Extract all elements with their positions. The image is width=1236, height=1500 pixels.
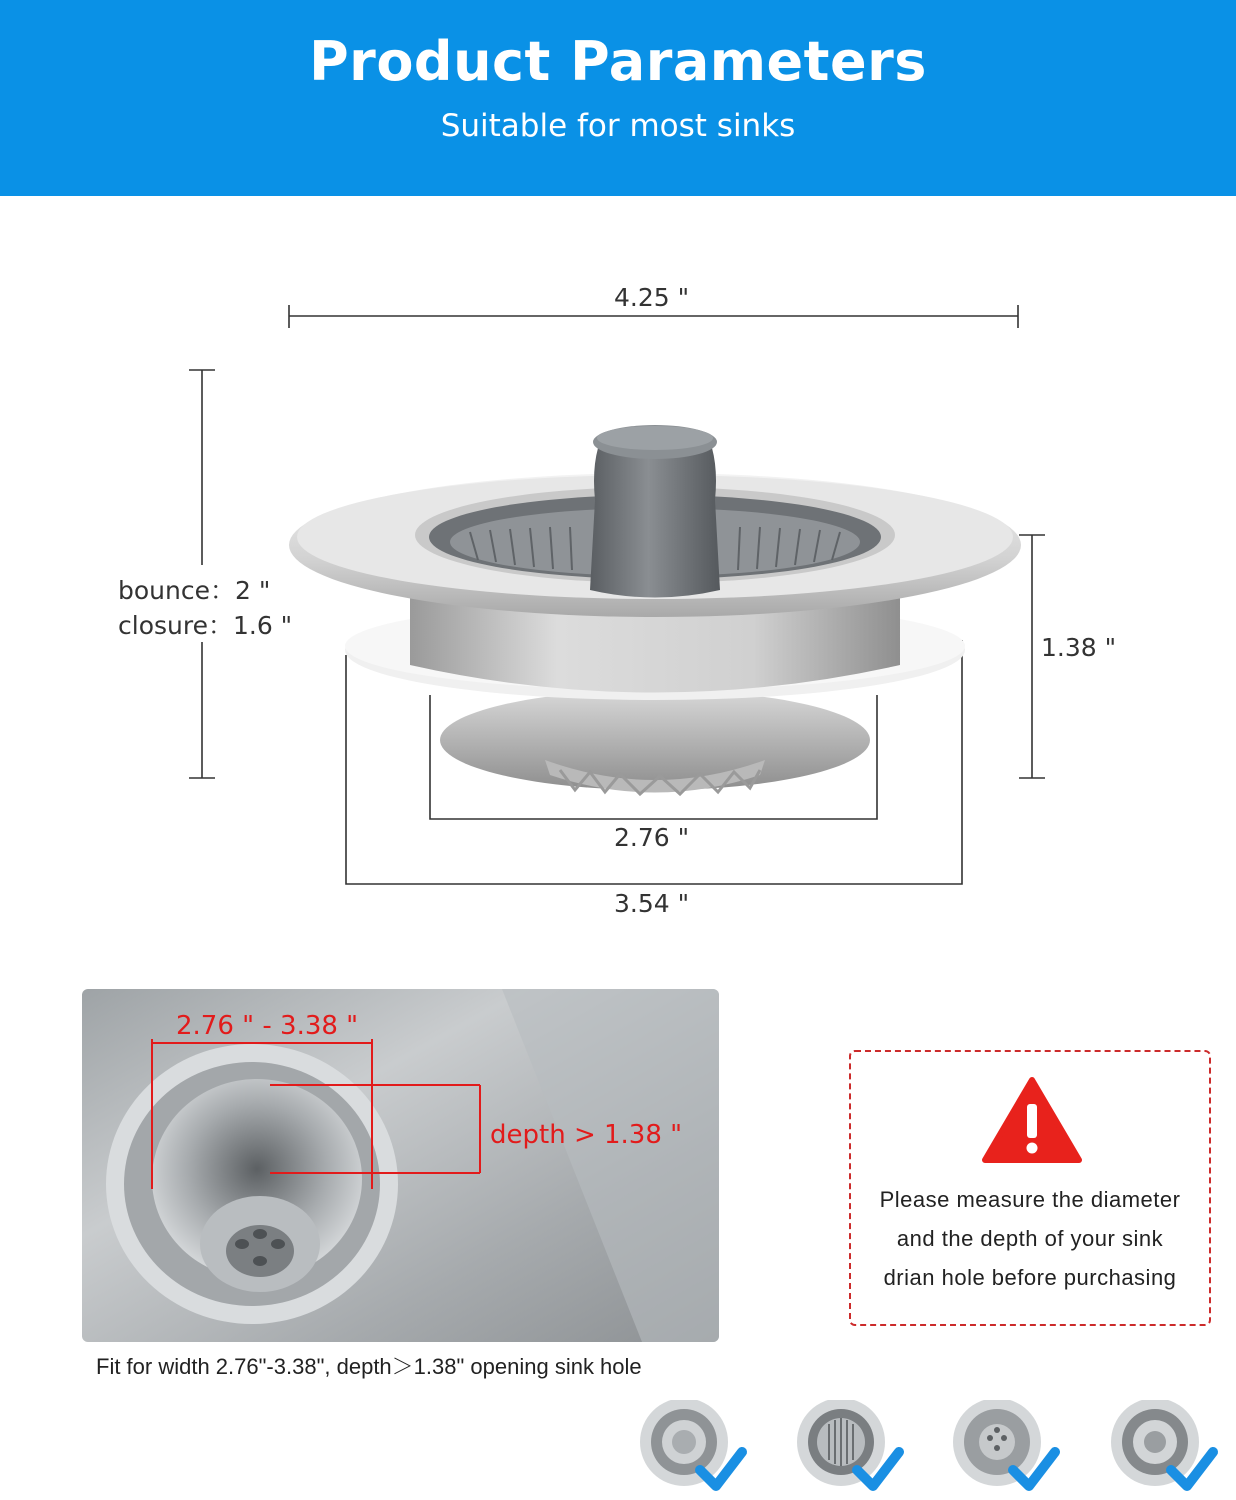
warning-line-3: drian hole before purchasing bbox=[883, 1265, 1177, 1290]
warning-line-1: Please measure the diameter bbox=[879, 1187, 1181, 1212]
sink-type-4-check-icon bbox=[1111, 1400, 1213, 1486]
page-subtitle: Suitable for most sinks bbox=[440, 108, 796, 144]
warning-line-2: and the depth of your sink bbox=[896, 1226, 1164, 1251]
compatible-sink-thumbnails bbox=[0, 1400, 1236, 1500]
measure-warning-box bbox=[849, 1050, 1211, 1326]
sink-type-2-check-icon bbox=[797, 1400, 899, 1486]
depth-label: depth > 1.38 " bbox=[490, 1120, 683, 1150]
sink-hole-photo bbox=[82, 989, 719, 1342]
diameter-range-label: 2.76 " - 3.38 " bbox=[176, 1011, 359, 1041]
warning-text bbox=[851, 1180, 1209, 1297]
warning-triangle-icon bbox=[981, 1076, 1083, 1164]
sink-type-1-check-icon bbox=[640, 1400, 742, 1486]
outer-width-label: 3.54 " bbox=[614, 889, 690, 918]
side-height-label: 1.38 " bbox=[1041, 633, 1117, 662]
strainer-product-image bbox=[289, 425, 1021, 794]
closure-height-label: closure：1.6 " bbox=[118, 611, 293, 640]
bounce-height-label: bounce：2 " bbox=[118, 576, 271, 605]
sink-type-3-check-icon bbox=[953, 1400, 1055, 1486]
page-title: Product Parameters bbox=[309, 30, 927, 93]
fit-caption: Fit for width 2.76"-3.38", depth＞1.38" opening sink hole bbox=[96, 1354, 642, 1379]
header-banner bbox=[0, 0, 1236, 196]
inner-width-label: 2.76 " bbox=[614, 823, 690, 852]
top-width-label: 4.25 " bbox=[614, 283, 690, 312]
